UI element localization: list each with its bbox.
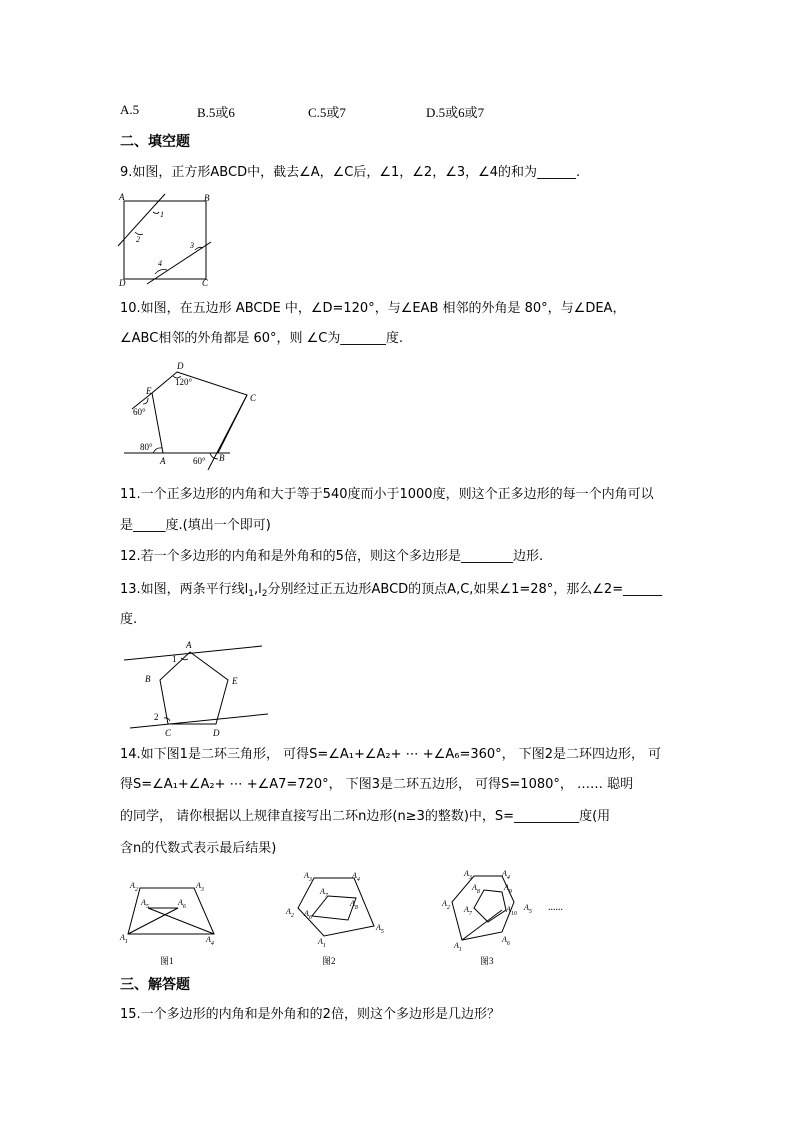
- label-E: E: [232, 676, 238, 686]
- caption-figure-3: 图3: [480, 956, 494, 966]
- svg-text:A5: $A_5$: [524, 903, 532, 915]
- option-a: A.5: [120, 102, 140, 117]
- angle-4: 4: [158, 259, 162, 268]
- svg-text:A2: $A_2$: [130, 881, 138, 893]
- figure-9-square: [115, 192, 215, 288]
- svg-text:A5: $A_5$: [141, 898, 149, 910]
- svg-text:A10: $A_{10}$: [506, 905, 517, 917]
- question-11-line-2: 是_____度.(填出一个即可): [120, 518, 271, 533]
- option-b: B.5或6: [197, 105, 235, 120]
- question-14-line-3: 的同学， 请你根据以上规律直接写出二环n边形(n≥3的整数)中，S=__________度(用: [120, 809, 611, 824]
- svg-text:A8: $A_8$: [472, 883, 480, 895]
- label-A: A: [186, 640, 192, 650]
- svg-text:A9: $A_9$: [504, 883, 512, 895]
- question-10-line-2: ∠ABC相邻的外角都是 60°，则 ∠C为_______度.: [120, 331, 403, 346]
- svg-text:A8: $A_8$: [350, 899, 358, 911]
- section-title-fill-in: 二、填空题: [120, 134, 190, 150]
- ellipsis: ......: [548, 902, 563, 913]
- svg-text:A4: $A_4$: [502, 869, 510, 881]
- svg-text:A2: $A_2$: [442, 899, 450, 911]
- figure-10-pentagon: [120, 358, 270, 470]
- svg-text:A7: $A_7$: [464, 905, 472, 917]
- svg-text:A1: $A_1$: [454, 941, 462, 953]
- angle-2: 2: [136, 235, 140, 244]
- figure-13-pentagon: [120, 638, 272, 738]
- label-D: D: [213, 728, 220, 738]
- svg-text:A7: $A_7$: [320, 887, 328, 899]
- label-B: B: [204, 193, 210, 203]
- question-14-line-1: 14.如下图1是二环三角形， 可得S=∠A₁+∠A₂+ ⋯ +∠A₆=360°， 下图2是二环四边形， 可: [120, 747, 662, 762]
- svg-text:A3: $A_3$: [464, 869, 472, 881]
- label-C: C: [250, 393, 257, 403]
- label-C: C: [165, 728, 172, 738]
- svg-text:A6: $A_6$: [178, 898, 186, 910]
- label-D: D: [177, 361, 184, 371]
- angle-2: 2: [154, 712, 159, 722]
- question-12: 12.若一个多边形的内角和是外角和的5倍，则这个多边形是________边形.: [120, 549, 544, 564]
- question-11-line-1: 11.一个正多边形的内角和大于等于540度而小于1000度，则这个正多边形的每一个内角可以: [120, 487, 654, 502]
- question-14-line-2: 得S=∠A₁+∠A₂+ ⋯ +∠A7=720°， 下图3是二环五边形， 可得S=1080°， …… 聪明: [120, 777, 634, 792]
- question-10-line-1: 10.如图，在五边形 ABCDE 中，∠D=120°，与∠EAB 相邻的外角是 80°，与∠DEA，: [120, 301, 626, 316]
- label-C: C: [202, 278, 209, 288]
- question-13-line-1: 13.如图，两条平行线$l_1,l_2$分别经过正五边形ABCD的顶点A,C,如果∠1=28°，那么∠2=______: [120, 582, 663, 599]
- label-E: E: [146, 386, 152, 396]
- label-D: D: [119, 278, 126, 288]
- svg-text:A3: $A_3$: [196, 881, 204, 893]
- figure-14-ring-polygons: [118, 868, 598, 970]
- angle-3: 3: [190, 241, 194, 250]
- question-13-line-2: 度.: [120, 612, 138, 627]
- angle-1: 1: [172, 654, 177, 664]
- svg-text:A6: $A_6$: [304, 909, 312, 921]
- caption-figure-1: 图1: [160, 956, 174, 966]
- angle-60-b: 60°: [193, 456, 206, 466]
- option-c: C.5或7: [308, 105, 346, 120]
- svg-text:A5: $A_5$: [376, 923, 384, 935]
- question-15: 15.一个多边形的内角和是外角和的2倍，则这个多边形是几边形？: [120, 1007, 500, 1022]
- label-A: A: [119, 192, 125, 202]
- label-B: B: [219, 453, 225, 463]
- svg-text:A1: $A_1$: [318, 937, 326, 949]
- question-9: 9.如图，正方形ABCD中，截去∠A，∠C后，∠1，∠2，∠3，∠4的和为______.: [120, 165, 581, 180]
- svg-text:A4: $A_4$: [206, 935, 214, 947]
- angle-80: 80°: [140, 442, 153, 452]
- angle-1: 1: [160, 210, 164, 219]
- label-A: A: [160, 456, 166, 466]
- caption-figure-2: 图2: [322, 956, 336, 966]
- option-d: D.5或6或7: [426, 105, 485, 120]
- label-B: B: [145, 674, 151, 684]
- svg-text:A1: $A_1$: [120, 933, 128, 945]
- svg-text:A6: $A_6$: [502, 935, 510, 947]
- svg-text:A4: $A_4$: [352, 871, 360, 883]
- svg-text:A3: $A_3$: [304, 871, 312, 883]
- section-title-solutions: 三、解答题: [120, 977, 190, 993]
- angle-60-e: 60°: [133, 407, 146, 417]
- question-14-line-4: 含n的代数式表示最后结果): [120, 841, 277, 856]
- svg-text:A2: $A_2$: [286, 907, 294, 919]
- angle-120: 120°: [175, 377, 193, 387]
